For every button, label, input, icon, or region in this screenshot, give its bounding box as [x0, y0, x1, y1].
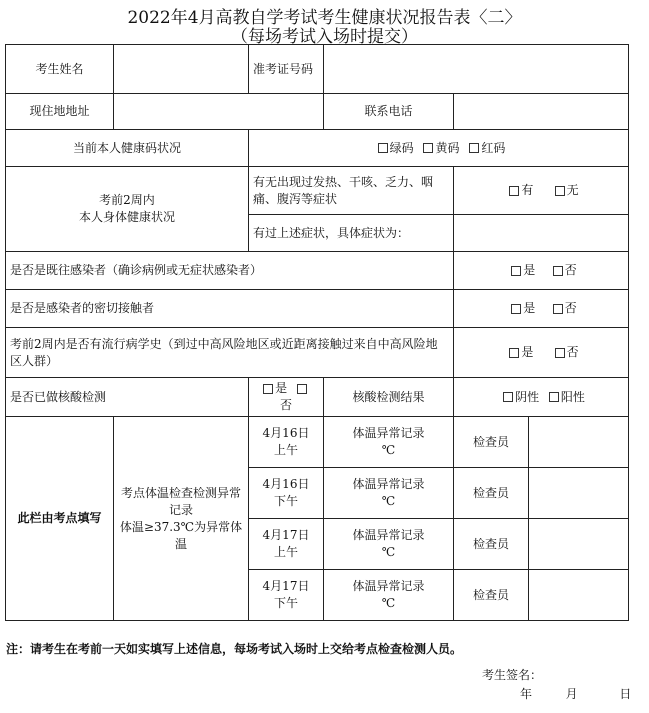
record-date: 4月17日 — [262, 579, 310, 593]
record-temp-cell[interactable] — [324, 519, 454, 570]
name-label: 考生姓名 — [6, 45, 114, 94]
form-title: 2022年4月高教自学考试考生健康状况报告表〈二〉 — [127, 8, 522, 28]
record-checker-label: 检查员 — [454, 519, 529, 570]
positive-checkbox[interactable] — [549, 392, 559, 402]
nucleic-test-label: 是否已做核酸检测 — [6, 378, 249, 417]
table-row — [6, 328, 629, 378]
symptom-question: 有无出现过发热、干咳、乏力、咽痛、腹泻等症状 — [249, 167, 454, 215]
close-contact-label: 是否是感染者的密切接触者 — [6, 290, 454, 328]
form-subtitle: （每场考试入场时提交） — [231, 27, 418, 47]
past-infected-no-label: 否 — [564, 263, 577, 277]
record-checker-field[interactable] — [529, 468, 629, 519]
symptom-yes-label: 有 — [521, 183, 534, 197]
address-label: 现住地地址 — [6, 94, 114, 130]
checkpoint-desc-line1: 考点体温检查检测异常记录 — [120, 485, 241, 517]
phone-field[interactable] — [454, 94, 629, 130]
record-temp-label: 体温异常记录 — [352, 528, 425, 542]
positive-label: 阳性 — [560, 389, 585, 404]
close-contact-no-label: 否 — [564, 301, 577, 315]
nucleic-test-options — [249, 378, 324, 417]
green-code-checkbox[interactable] — [378, 143, 388, 153]
table-row — [6, 94, 629, 130]
red-code-checkbox[interactable] — [469, 143, 479, 153]
table-row — [6, 167, 629, 215]
close-contact-options — [454, 290, 629, 328]
date-month-label: 月 — [565, 687, 578, 701]
record-checker-label: 检查员 — [454, 468, 529, 519]
green-code-label: 绿码 — [389, 140, 414, 155]
symptom-no-checkbox[interactable] — [555, 186, 565, 196]
past-infected-yes-label: 是 — [523, 263, 536, 277]
table-row — [6, 290, 629, 328]
name-field[interactable] — [114, 45, 249, 94]
date-day-label: 日 — [619, 687, 632, 701]
record-temp-cell[interactable] — [324, 468, 454, 519]
record-date-cell — [249, 570, 324, 621]
record-period: 上午 — [273, 443, 298, 457]
close-contact-no-checkbox[interactable] — [553, 304, 563, 314]
negative-label: 阴性 — [515, 389, 540, 404]
past-infected-label: 是否是既往感染者（确诊病例或无症状感染者） — [6, 252, 454, 290]
body-status-label — [6, 167, 249, 252]
travel-yes-label: 是 — [521, 345, 534, 359]
body-status-label-line2: 本人身体健康状况 — [78, 210, 175, 224]
table-row — [6, 252, 629, 290]
signature-label: 考生签名： — [482, 668, 543, 682]
checkpoint-desc-line2: 体温≥37.3℃为异常体温 — [119, 519, 243, 551]
past-infected-no-checkbox[interactable] — [553, 266, 563, 276]
symptom-detail-label: 有过上述症状，具体症状为： — [249, 215, 454, 252]
health-report-table — [5, 44, 629, 621]
table-row — [6, 417, 629, 468]
symptom-no-label: 无 — [566, 183, 579, 197]
checkpoint-side-label: 此栏由考点填写 — [6, 417, 114, 621]
travel-no-checkbox[interactable] — [555, 348, 565, 358]
past-infected-options — [454, 252, 629, 290]
record-period: 上午 — [273, 545, 298, 559]
symptom-yes-checkbox[interactable] — [509, 186, 519, 196]
record-checker-field[interactable] — [529, 519, 629, 570]
nucleic-result-options — [454, 378, 629, 417]
record-date: 4月16日 — [262, 426, 310, 440]
health-code-label: 当前本人健康码状况 — [6, 130, 249, 167]
symptom-detail-field[interactable] — [454, 215, 629, 252]
record-date: 4月17日 — [262, 528, 310, 542]
ticket-number-field[interactable] — [324, 45, 629, 94]
nucleic-yes-label: 是 — [275, 381, 288, 395]
health-code-options — [249, 130, 629, 167]
travel-history-label: 考前2周内是否有流行病学史（到过中高风险地区或近距离接触过来自中高风险地区人群） — [6, 328, 454, 378]
record-date: 4月16日 — [262, 477, 310, 491]
record-checker-label: 检查员 — [454, 570, 529, 621]
record-temp-cell[interactable] — [324, 417, 454, 468]
checkpoint-description — [114, 417, 249, 621]
signature-date — [520, 685, 631, 702]
red-code-label: 红码 — [481, 140, 506, 155]
body-status-label-line1: 考前2周内 — [99, 193, 155, 207]
nucleic-result-label: 核酸检测结果 — [324, 378, 454, 417]
close-contact-yes-checkbox[interactable] — [511, 304, 521, 314]
record-checker-field[interactable] — [529, 570, 629, 621]
negative-checkbox[interactable] — [503, 392, 513, 402]
ticket-number-label: 准考证号码 — [249, 45, 324, 94]
record-period: 下午 — [273, 596, 298, 610]
record-temp-cell[interactable] — [324, 570, 454, 621]
past-infected-yes-checkbox[interactable] — [511, 266, 521, 276]
record-temp-label: 体温异常记录 — [352, 579, 425, 593]
travel-yes-checkbox[interactable] — [509, 348, 519, 358]
nucleic-no-checkbox[interactable] — [297, 384, 307, 394]
record-period: 下午 — [273, 494, 298, 508]
record-temp-unit: ℃ — [381, 596, 396, 610]
record-date-cell — [249, 417, 324, 468]
nucleic-no-label: 否 — [279, 398, 292, 412]
record-temp-label: 体温异常记录 — [352, 426, 425, 440]
nucleic-yes-checkbox[interactable] — [263, 384, 273, 394]
record-temp-unit: ℃ — [381, 545, 396, 559]
record-temp-unit: ℃ — [381, 443, 396, 457]
travel-no-label: 否 — [566, 345, 579, 359]
close-contact-yes-label: 是 — [523, 301, 536, 315]
yellow-code-checkbox[interactable] — [423, 143, 433, 153]
record-date-cell — [249, 468, 324, 519]
table-row — [6, 45, 629, 94]
date-year-label: 年 — [520, 687, 533, 701]
record-checker-label: 检查员 — [454, 417, 529, 468]
table-row — [6, 130, 629, 167]
record-temp-unit: ℃ — [381, 494, 396, 508]
table-row — [6, 378, 629, 417]
address-field[interactable] — [114, 94, 324, 130]
symptom-options — [454, 167, 629, 215]
yellow-code-label: 黄码 — [435, 140, 460, 155]
record-date-cell — [249, 519, 324, 570]
record-temp-label: 体温异常记录 — [352, 477, 425, 491]
record-checker-field[interactable] — [529, 417, 629, 468]
footer-note: 注：请考生在考前一天如实填写上述信息，每场考试入场时上交给考点检查检测人员。 — [6, 642, 463, 656]
phone-label: 联系电话 — [324, 94, 454, 130]
travel-history-options — [454, 328, 629, 378]
